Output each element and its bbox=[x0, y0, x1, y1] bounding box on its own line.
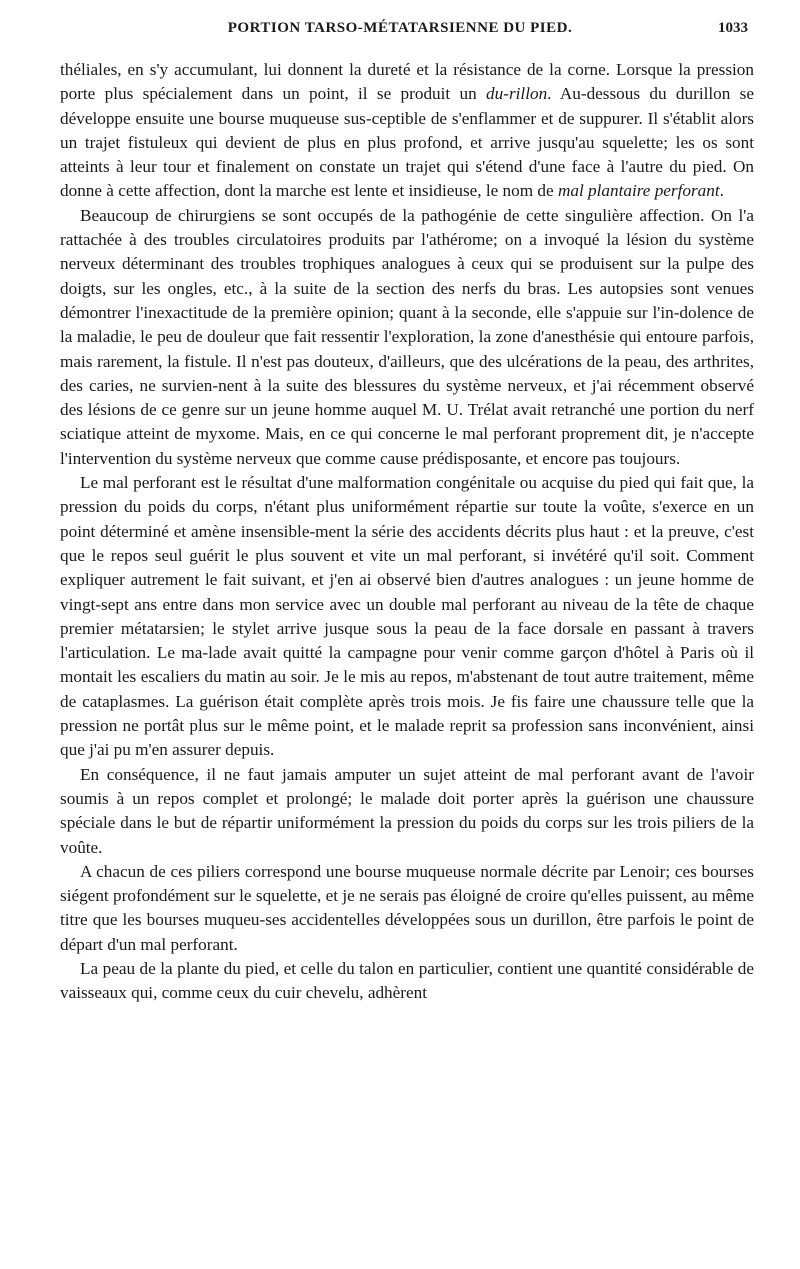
paragraph bbox=[60, 58, 754, 204]
text-run: En conséquence, il ne faut jamais amputer un sujet atteint de mal perforant avant de l'avoir soumis à un repos complet et prolongé; le malade doit porter après la guérison une chaussure spéciale dans le but de répartir uniformément la pression du poids du corps sur les trois piliers de la voûte. bbox=[60, 764, 754, 857]
paragraph bbox=[60, 860, 754, 957]
text-run: Le mal perforant est le résultat d'une malformation congénitale ou acquise du pied qui fait que, la pression du poids du corps, n'étant plus uniformément répartie sur toute la voûte, s'exerce en un point déterminé et amène insensible-ment la série des accidents décrits plus haut : et la preuve, c'est que le repos seul guérit le plus souvent et vite un mal perforant, si invétéré qu'il soit. Comment expliquer autrement le fait suivant, et j'en ai observé bien d'autres analogues : un jeune homme de vingt-sept ans entre dans mon service avec un double mal perforant au niveau de la tête de chaque premier métatarsien; le stylet arrive jusque sous la peau de la face dorsale en passant à travers l'articulation. Le ma-lade avait quitté la campagne pour venir comme garçon d'hôtel à Paris où il montait les escaliers du matin au soir. Je le mis au repos, m'abstenant de tout autre traitement, même de cataplasmes. La guérison était complète après trois mois. Je fis faire une chaussure telle que la pression ne portât plus sur le même point, et le malade reprit sa profession sans inconvénient, ainsi que j'ai pu m'en assurer depuis. bbox=[60, 473, 754, 760]
page-number: 1033 bbox=[718, 20, 748, 36]
running-header bbox=[0, 16, 800, 56]
text-run: . Au-dessous du durillon se développe ensuite une bourse muqueuse sus-ceptible de s'enflammer et de suppurer. Il s'établit alors un trajet fistuleux qui devient de plus en plus profond, et arrive jusqu'au squelette; les os sont atteints à leur tour et finalement on constate un trajet qui s'étend d'une face à l'autre du pied. On donne à cette affection, dont la marche est lente et insidieuse, le nom de bbox=[60, 84, 754, 201]
paragraph bbox=[60, 471, 754, 763]
text-run: A chacun de ces piliers correspond une bourse muqueuse normale décrite par Lenoir; ces bourses siégent profondément sur le squelette, et je ne serais pas éloigné de croire qu'elles puissent, au même titre que les bourses muqueu-ses accidentelles développées sous un durillon, être parfois le point de départ d'un mal perforant. bbox=[60, 861, 754, 954]
paragraph bbox=[60, 763, 754, 860]
body-text bbox=[60, 58, 754, 1006]
italic-term: du-rillon bbox=[486, 84, 548, 104]
running-title: PORTION TARSO-MÉTATARSIENNE DU PIED. bbox=[227, 20, 573, 36]
text-run: Beaucoup de chirurgiens se sont occupés de la pathogénie de cette singulière affection. On l'a rattachée à des troubles circulatoires produits par l'athérome; on a invoqué la lésion du système nerveux déterminant des troubles trophiques analogues à ceux qui se produisent sur la pulpe des doigts, sur les ongles, etc., à la suite de la section des nerfs du bras. Les autopsies sont venues démontrer l'inexactitude de la première opinion; quant à la seconde, elle s'appuie sur l'in-dolence de la maladie, le peu de douleur que fait ressentir l'exploration, la zone d'anesthésie qui entoure parfois, mais rarement, la fistule. Il n'est pas douteux, d'ailleurs, que des ulcérations de la peau, des arthrites, des caries, ne survien-nent à la suite des blessures du système nerveux, et j'ai récemment observé des lésions de ce genre sur un jeune homme auquel M. U. Trélat avait retranché une portion du nerf sciatique atteint de myxome. Mais, en ce qui concerne le mal perforant proprement dit, je n'accepte l'intervention du système nerveux que comme cause prédisposante, et encore pas toujours. bbox=[60, 205, 754, 468]
paragraph bbox=[60, 204, 754, 471]
text-run: La peau de la plante du pied, et celle du talon en particulier, contient une quantité considérable de vaisseaux qui, comme ceux du cuir chevelu, adhèrent bbox=[60, 958, 754, 1003]
text-run: théliales, en s'y accumulant, lui donnent la dureté et la résistance de la corne. Lorsque la pression porte plus spécialement dans un point, il se produit un bbox=[60, 60, 754, 104]
italic-term: mal plantaire perforant bbox=[557, 181, 720, 201]
paragraph bbox=[60, 957, 754, 1006]
text-run: . bbox=[719, 181, 724, 201]
